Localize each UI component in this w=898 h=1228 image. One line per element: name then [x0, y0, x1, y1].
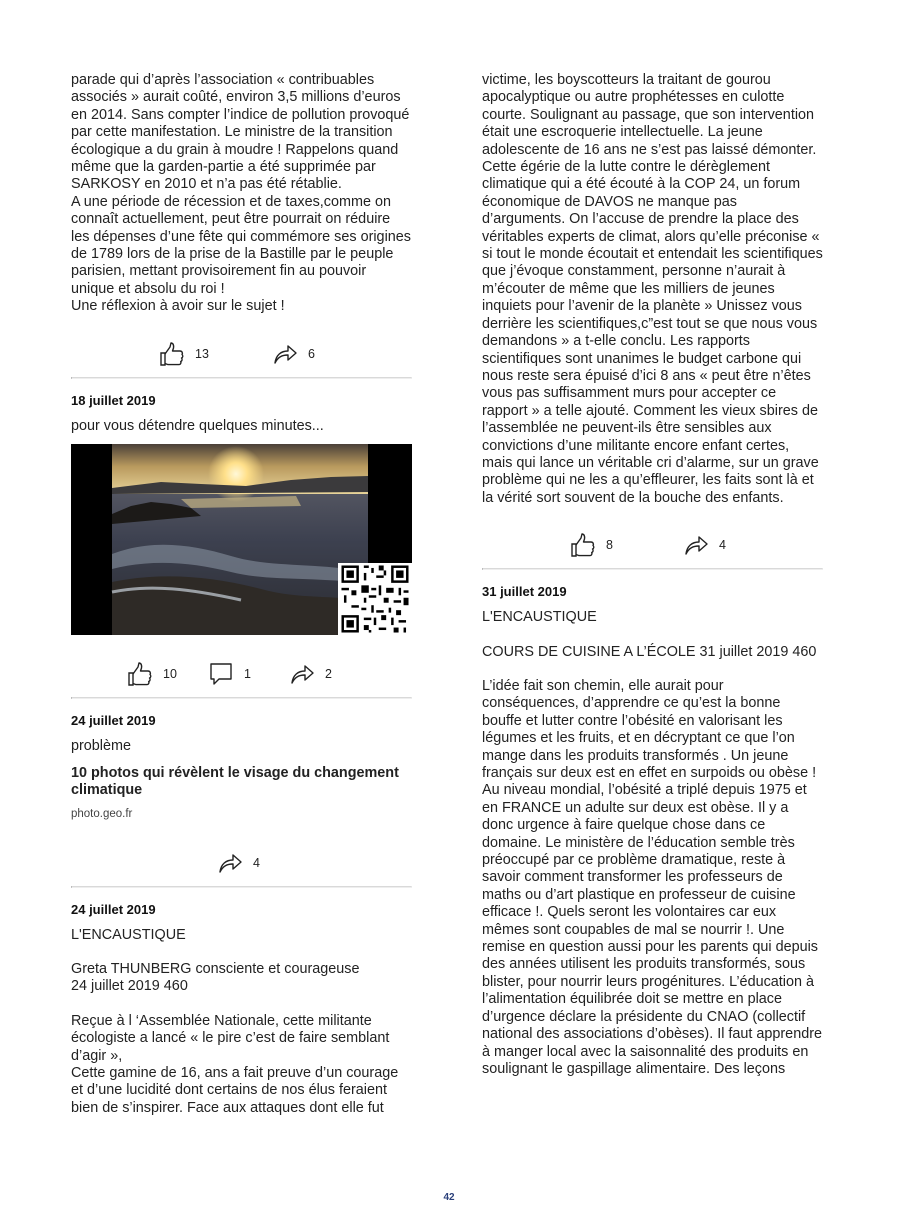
- like-count: 10: [163, 667, 177, 682]
- link-title[interactable]: 10 photos qui révèlent le visage du changement climatique: [71, 764, 399, 798]
- left-column: [71, 66, 412, 1117]
- reactions-bar: [482, 524, 823, 568]
- thumbs-up-icon: [159, 341, 185, 367]
- share-arrow-icon: [683, 532, 709, 558]
- divider: [71, 377, 412, 379]
- post-body: L’idée fait son chemin, elle aurait pour conséquences, d’apprendre ce qu’est la bonne bouffe et lutter contre l’obésité en valorisant les légumes et les fruits, et en décryptant ce que l’on mange dans les produits transformés . Un jeune français sur deux est en effet en surpoids ou obèse ! Au niveau mondial, l’obésité a triplé depuis 1975 et en FRANCE un adulte sur deux est obèse. Il y a donc urgence à faire quelque chose dans ce domaine. Le ministère de l’éducation semble très préoccupé par ce problème dramatique, reste à savoir comment transformer les professeurs de maths ou d’art plastique en professeur de cuisine efficace !. Quels seront les volontaires car eux mêmes sont coupables de mal se nourrir !. Une remise en question aussi pour les parents qui depuis des années utilisent les produits transformés, sous blister, pour nourrir leurs progénitures. L’éducation à l’alimentation équilibrée doit se mettre en place d’urgence déclare la présidente du CNAO (collectif national des associations d’obèses). Il faut apprendre à manger local avec la saisonnalité des produits en soulignant le gaspillage alimentaire. Des leçons: [482, 677, 822, 1077]
- like-count: 8: [606, 538, 613, 553]
- intro-paragraph: parade qui d’après l’association « contribuables associés » aurait coûté, environ 3,5 millions d’euros en 2014. Sans compter l’indice de pollution provoqué par cette manifestation. Le ministre de la transition écologique a du grain à moudre ! Rappelons quand même que la garden-partie a été supprimée par SARKOSY en 2010 et n’a pas été rétablie. A une période de récession et de taxes,comme on connaît actuellement, peut être pourrait on réduire les dépenses d’une fête qui commémore ses origines de 1789 lors de la prise de la Bastille par le peuple parisien, mettant provisoirement fin au pouvoir unique et absolu du roi ! Une réflexion à avoir sur le sujet !: [71, 72, 411, 315]
- post-body: Reçue à l ‘Assemblée Nationale, cette militante écologiste a lancé « le pire c’est de faire semblant d’agir », Cette gamine de 16, ans a fait preuve d’un courage et d’une lucidité dont certains de nos élus feraient bien de s’inspirer. Face aux attaques dont elle fut: [71, 1012, 399, 1116]
- share-button[interactable]: [683, 532, 726, 558]
- divider: [71, 886, 412, 888]
- sunset-photo[interactable]: [71, 444, 412, 635]
- post-date: 24 juillet 2019: [71, 713, 156, 729]
- divider: [71, 697, 412, 699]
- share-button[interactable]: [217, 850, 260, 876]
- comment-button[interactable]: [208, 661, 251, 687]
- divider: [482, 568, 823, 570]
- reactions-bar: [71, 653, 412, 697]
- share-arrow-icon: [217, 850, 243, 876]
- post-date: 31 juillet 2019: [482, 584, 567, 600]
- post-heading: L'ENCAUSTIQUE: [482, 609, 597, 626]
- share-count: 4: [719, 538, 726, 553]
- post-date: 18 juillet 2019: [71, 392, 156, 408]
- right-column: [482, 66, 823, 1078]
- post-heading: L'ENCAUSTIQUE: [71, 926, 186, 943]
- share-count: 6: [308, 346, 315, 361]
- continued-paragraph: victime, les boyscotteurs la traitant de gourou apocalyptique ou autre prophétesses en culotte courte. Soulignant au passage, que son intervention était une escroquerie intellectuelle. La jeune adolescente de 16 ans ne s’est pas laissé démonter. Cette égérie de la lutte contre le dérèglement climatique qui a été écouté à la COP 24, un forum économique de DAVOS ne manque pas d’arguments. On l’accuse de prendre la place des véritables experts de climat, alors qu’elle préconise « si tout le monde écoutait et entendait les scientifiques que j’évoque constamment, personne n’aurait à m’écouter de même que les milliers de jeunes inquiets pour l’avenir de la planète » Unissez vous derrière les scientifiques,c”est tout se que nous vous demandons » a t-elle conclu. Les rapports scientifiques sont unanimes le budget carbone qui nous reste sera épuisé d’ici 8 ans « peut être n’êtes vous pas suffisamment murs pour accepter ce rapport » a telle ajouté. Comment les vieux sbires de l’assemblée ne peuvent-ils être sensibles aux convictions d’une militante encore enfant certes, mais qui lance un véritable cri d’alarme, sur un grave problème qui ne les a qu’effleurer, les faits sont là et la vérité sort souvent de la bouche des enfants.: [482, 72, 823, 506]
- link-source[interactable]: photo.geo.fr: [71, 807, 133, 820]
- share-count: 4: [253, 855, 260, 870]
- share-arrow-icon: [289, 661, 315, 687]
- comment-count: 1: [244, 667, 251, 682]
- share-count: 2: [325, 667, 332, 682]
- share-button[interactable]: [272, 341, 315, 367]
- post-text: pour vous détendre quelques minutes...: [71, 417, 324, 434]
- share-arrow-icon: [272, 341, 298, 367]
- qr-code-icon: [338, 563, 412, 635]
- thumbs-up-icon: [127, 661, 153, 687]
- like-button[interactable]: [570, 532, 613, 558]
- like-button[interactable]: [127, 661, 177, 687]
- post-date: 24 juillet 2019: [71, 901, 156, 917]
- like-count: 13: [195, 346, 209, 361]
- page-number: 42: [443, 1192, 455, 1203]
- reactions-bar: [71, 842, 412, 886]
- reactions-bar: [71, 333, 412, 377]
- share-button[interactable]: [289, 661, 332, 687]
- post-text: problème: [71, 738, 131, 755]
- comment-bubble-icon: [208, 661, 234, 687]
- like-button[interactable]: [159, 341, 209, 367]
- post-subtitle: Greta THUNBERG consciente et courageuse 24 juillet 2019 460: [71, 960, 360, 995]
- thumbs-up-icon: [570, 532, 596, 558]
- post-subtitle: COURS DE CUISINE A L’ÉCOLE 31 juillet 2019 460: [482, 643, 817, 660]
